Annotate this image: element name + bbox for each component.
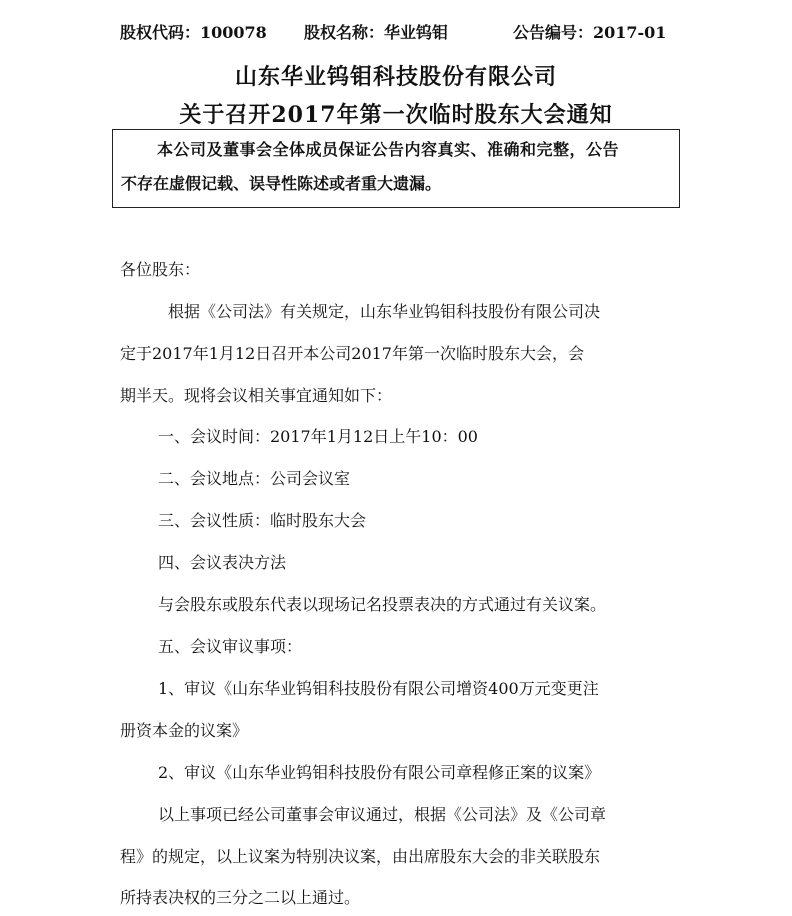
disclaimer-line-2: 不存在虚假记载、误导性陈述或者重大遗漏。 — [121, 174, 442, 193]
intro-line-1: 根据《公司法》有关规定，山东华业钨钼科技股份有限公司决 — [168, 302, 601, 321]
voting-method-detail: 与会股东或股东代表以现场记名投票表决的方式通过有关议案。 — [158, 595, 607, 614]
item-meeting-time: 一、会议时间：2017年1月12日上午10：00 — [158, 427, 478, 446]
document-title: 关于召开2017年第一次临时股东大会通知 — [179, 102, 613, 128]
item-voting-method: 四、会议表决方法 — [158, 553, 287, 572]
item-meeting-location: 二、会议地点：公司会议室 — [158, 469, 351, 488]
closing-line-3: 所持表决权的三分之二以上通过。 — [120, 888, 361, 907]
intro-line-2: 定于2017年1月12日召开本公司2017年第一次临时股东大会，会 — [120, 344, 584, 363]
item-agenda: 五、会议审议事项： — [158, 637, 303, 656]
salutation: 各位股东： — [120, 260, 201, 279]
disclaimer-box — [112, 129, 680, 208]
stock-code: 股权代码：100078 — [120, 23, 267, 42]
motion-2: 2、审议《山东华业钨钼科技股份有限公司章程修正案的议案》 — [158, 763, 601, 782]
stock-name: 股权名称：华业钨钼 — [304, 23, 449, 42]
announcement-header — [120, 20, 680, 44]
intro-line-3: 期半天。现将会议相关事宜通知如下： — [120, 386, 393, 405]
announcement-number: 公告编号：2017-01 — [513, 23, 667, 42]
motion-1-line-2: 册资本金的议案》 — [120, 721, 249, 740]
closing-line-1: 以上事项已经公司董事会审议通过，根据《公司法》及《公司章 — [158, 805, 607, 824]
disclaimer-line-1: 本公司及董事会全体成员保证公告内容真实、准确和完整，公告 — [157, 140, 620, 159]
company-title: 山东华业钨钼科技股份有限公司 — [234, 64, 557, 90]
closing-line-2: 程》的规定，以上议案为特别决议案，由出席股东大会的非关联股东 — [120, 847, 601, 866]
item-meeting-nature: 三、会议性质：临时股东大会 — [158, 511, 367, 530]
motion-1-line-1: 1、审议《山东华业钨钼科技股份有限公司增资400万元变更注 — [158, 679, 599, 698]
